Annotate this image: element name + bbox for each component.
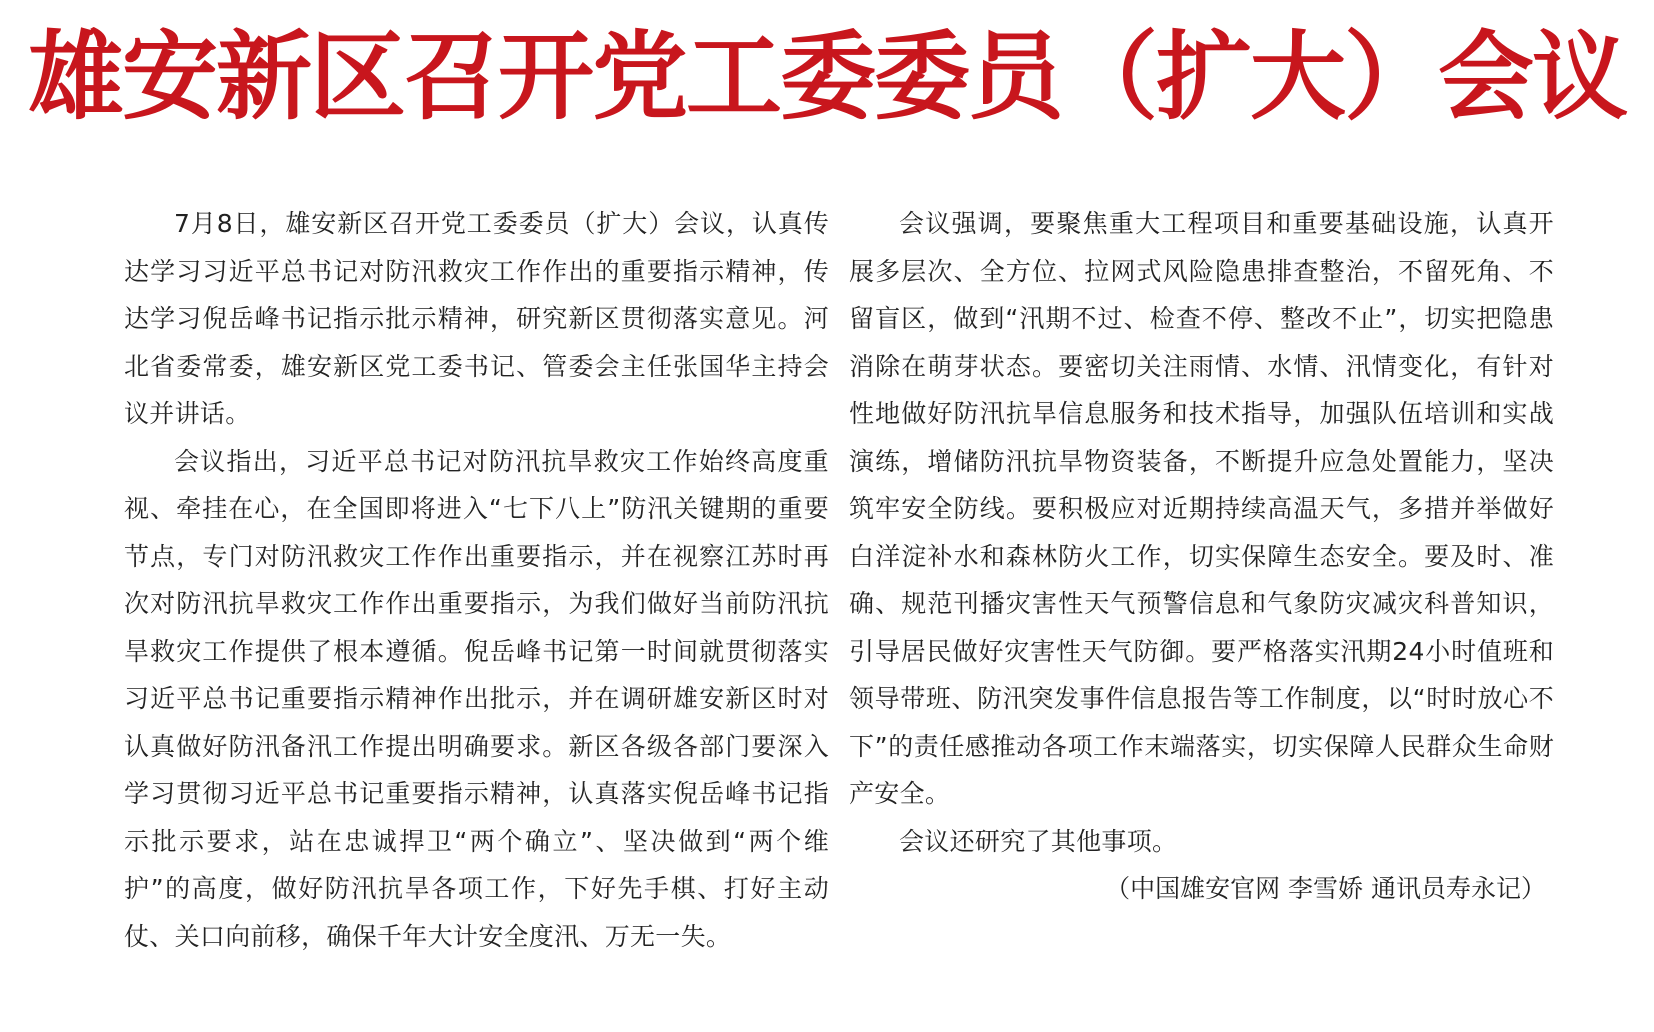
article-right-column xyxy=(849,200,1554,913)
article-paragraph: 会议指出，习近平总书记对防汛抗旱救灾工作始终高度重视、牵挂在心，在全国即将进入“七下八上”防汛关键期的重要节点，专门对防汛救灾工作作出重要指示，并在视察江苏时再次对防汛抗旱救灾工作作出重要指示，为我们做好当前防汛抗旱救灾工作提供了根本遵循。倪岳峰书记第一时间就贯彻落实习近平总书记重要指示精神作出批示，并在调研雄安新区时对认真做好防汛备汛工作提出明确要求。新区各级各部门要深入学习贯彻习近平总书记重要指示精神，认真落实倪岳峰书记指示批示要求，站在忠诚捍卫“两个确立”、坚决做到“两个维护”的高度，做好防汛抗旱各项工作，下好先手棋、打好主动仗、关口向前移，确保千年大计安全度汛、万无一失。 xyxy=(124,446,829,951)
headline: 雄安新区召开党工委委员（扩大）会议 xyxy=(28,20,1626,133)
article-byline: （中国雄安官网 李雪娇 通讯员寿永记） xyxy=(1105,874,1546,903)
article-left-column xyxy=(124,200,829,960)
article-paragraph: 7月8日，雄安新区召开党工委委员（扩大）会议，认真传达学习习近平总书记对防汛救灾工作作出的重要指示精神，传达学习倪岳峰书记指示批示精神，研究新区贯彻落实意见。河北省委常委，雄安新区党工委书记、管委会主任张国华主持会议并讲话。 xyxy=(124,209,829,428)
article-paragraph: 会议还研究了其他事项。 xyxy=(899,826,1178,856)
article-body xyxy=(124,200,1554,1000)
article-paragraph: 会议强调，要聚焦重大工程项目和重要基础设施，认真开展多层次、全方位、拉网式风险隐患排查整治，不留死角、不留盲区，做到“汛期不过、检查不停、整改不止”，切实把隐患消除在萌芽状态。要密切关注雨情、水情、汛情变化，有针对性地做好防汛抗旱信息服务和技术指导，加强队伍培训和实战演练，增储防汛抗旱物资装备，不断提升应急处置能力，坚决筑牢安全防线。要积极应对近期持续高温天气，多措并举做好白洋淀补水和森林防火工作，切实保障生态安全。要及时、准确、规范刊播灾害性天气预警信息和气象防灾减灾科普知识，引导居民做好灾害性天气防御。要严格落实汛期24小时值班和领导带班、防汛突发事件信息报告等工作制度，以“时时放心不下”的责任感推动各项工作末端落实，切实保障人民群众生命财产安全。 xyxy=(849,209,1554,808)
